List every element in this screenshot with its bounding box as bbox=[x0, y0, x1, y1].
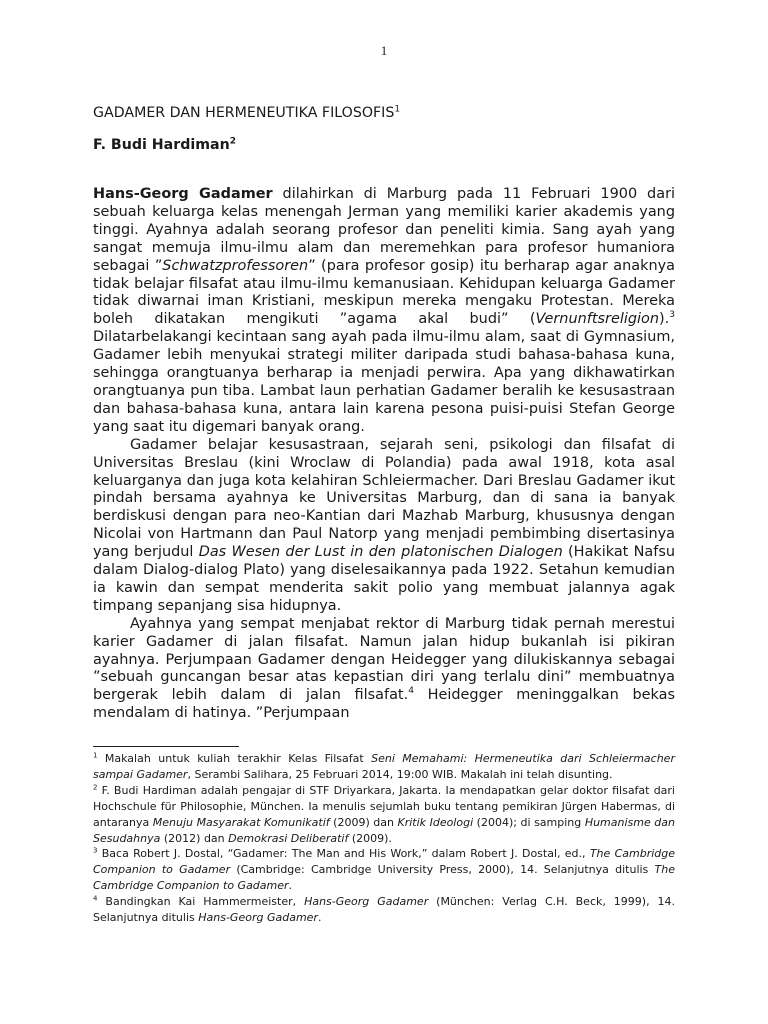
book-title: Hans-Georg Gadamer bbox=[304, 895, 429, 909]
body-text bbox=[93, 186, 675, 723]
text-run: Baca Robert J. Dostal, “Gadamer: The Man and His Work,” dalam Robert J. Dostal, ed., bbox=[97, 847, 590, 861]
text-run: (Hakikat Nafsu dalam Dialog-dialog Plato) yang diselesaikannya pada 1922. Setahun kemudian ia kawin dan sempat menderita sakit polio yang membuat jalannya agak timpang sepanjang sisa hidupnya. bbox=[93, 544, 676, 614]
text-run: (2012) dan bbox=[160, 831, 229, 845]
footnote-2 bbox=[93, 783, 675, 847]
page-number: 1 bbox=[380, 43, 388, 58]
text-run: Dilatarbelakangi kecintaan sang ayah pada ilmu-ilmu alam, saat di Gymnasium, Gadamer lebih menyukai strategi militer daripada studi bahasa-bahasa kuna, sehingga orangtuanya berharap ia menjadi perwira. Apa yang dikhawatirkan orangtuanya pun tiba. Lambat laun perhatian Gadamer beralih ke kesusastraan dan bahasa-bahasa kuna, antara lain karena pesona puisi-puisi Stefan George yang saat itu digemari banyak orang. bbox=[93, 329, 675, 435]
book-title: Humanisme dan Sesudahnya bbox=[93, 815, 675, 845]
footnote-ref-4: 4 bbox=[408, 686, 414, 697]
footnote-1 bbox=[93, 751, 675, 783]
footnote-ref-2: 2 bbox=[229, 136, 236, 147]
text-run: (München: Verlag C.H. Beck, 1999), 14. Selanjutnya ditulis bbox=[93, 895, 676, 925]
article-title bbox=[93, 105, 400, 121]
text-run: Makalah untuk kuliah terakhir Kelas Filsafat bbox=[97, 752, 372, 765]
italic-term: Seni Memahami: Hermeneutika dari Schleiermacher sampai Gadamer bbox=[93, 752, 675, 781]
footnote-3 bbox=[93, 846, 675, 894]
book-title: Demokrasi Deliberatif bbox=[228, 831, 349, 845]
text-run: , Serambi Salihara, 25 Februari 2014, 19:00 WIB. Makalah ini telah disunting. bbox=[187, 767, 613, 781]
text-run: (2004); di samping bbox=[473, 815, 585, 829]
book-title: Menuju Masyarakat Komunikatif bbox=[152, 815, 330, 829]
footnote-4 bbox=[93, 894, 675, 926]
footnote-marker: 1 bbox=[93, 751, 98, 760]
book-title: The Cambridge Companion to Gadamer bbox=[93, 847, 676, 877]
text-run: . bbox=[288, 879, 293, 893]
author-name bbox=[93, 137, 236, 153]
text-run: F. Budi Hardiman adalah pengajar di STF Driyarkara, Jakarta. Ia mendapatkan gelar doktor filsafat dari Hochschule für Philosophie, München. Ia menulis sejumlah buku tentang pemikiran Jürgen Habermas, di antaranya bbox=[93, 783, 675, 829]
text-run: Ayahnya yang sempat menjabat rektor di Marburg tidak pernah merestui karier Gadamer di jalan filsafat. Namun jalan hidup bukanlah isi pikiran ayahnya. Perjumpaan Gadamer dengan Heidegger yang dilukiskannya sebagai ”sebuah guncangan besar atas kepastian diri yang terlalu dini” membuatnya bergerak lebih dalam di jalan filsafat. bbox=[93, 615, 675, 704]
text-run: dilahirkan di Marburg pada 11 Februari 1900 dari sebuah keluarga kelas menengah Jerman yang memiliki karier akademis yang tinggi. Ayahnya adalah seorang profesor dan peneliti kimia. Sang ayah yang sangat memuja ilmu-ilmu alam dan meremehkan para profesor humaniora sebagai ” bbox=[93, 186, 676, 274]
footnote-ref-3: 3 bbox=[669, 310, 675, 321]
text-run: Heidegger meninggalkan bekas mendalam di hatinya. ”Perjumpaan bbox=[93, 687, 675, 722]
paragraph-1 bbox=[93, 186, 675, 437]
footnotes bbox=[93, 751, 675, 926]
footnote-marker: 2 bbox=[93, 783, 98, 792]
title-text: GADAMER DAN HERMENEUTIKA FILOSOFIS bbox=[93, 105, 395, 121]
italic-term: Vernunftsreligion bbox=[535, 311, 660, 328]
book-title: The Cambridge Companion to Gadamer bbox=[93, 863, 675, 893]
text-run: Gadamer belajar kesusastraan, sejarah seni, psikologi dan filsafat di Universitas Breslau (kini Wroclaw di Polandia) pada awal 1918, kota asal keluarganya dan juga kota kelahiran Schleiermacher. Dari Breslau Gadamer ikut pindah bersama ayahnya ke Universitas Marburg, dan di sana ia banyak berdiskusi dengan para neo-Kantian dari Mazhab Marburg, khususnya dengan Nicolai von Hartmann dan Paul Natorp yang menjadi pembimbing disertasinya yang berjudul bbox=[93, 436, 675, 561]
dissertation-title: Das Wesen der Lust in den platonischen Dialogen bbox=[198, 544, 563, 561]
footnote-marker: 4 bbox=[93, 894, 98, 903]
paragraph-2 bbox=[93, 437, 675, 616]
footnote-separator bbox=[93, 746, 239, 747]
footnote-ref-1: 1 bbox=[394, 104, 401, 115]
text-run: Bandingkan Kai Hammermeister, bbox=[97, 895, 305, 909]
text-run: ” (para profesor gosip) itu berharap agar anaknya tidak belajar filsafat atau ilmu-ilmu kemanusiaan. Kehidupan keluarga Gadamer tidak diwarnai iman Kristiani, meskipun mereka mengaku Protestan. Mereka boleh dikatakan mengikuti ”agama akal budi” ( bbox=[93, 257, 675, 328]
paragraph-3 bbox=[93, 616, 675, 723]
text-run: ). bbox=[659, 311, 670, 328]
text-run: (2009). bbox=[348, 831, 392, 845]
book-title: Kritik Ideologi bbox=[397, 815, 474, 829]
text-run: (2009) dan bbox=[329, 815, 398, 829]
author-text: F. Budi Hardiman bbox=[93, 137, 230, 153]
text-run: (Cambridge: Cambridge University Press, 2000), 14. Selanjutnya ditulis bbox=[230, 863, 655, 877]
book-title: Hans-Georg Gadamer bbox=[198, 911, 318, 925]
text-run: . bbox=[317, 911, 322, 925]
italic-term: Schwatzprofessoren bbox=[162, 257, 309, 274]
footnote-marker: 3 bbox=[93, 846, 98, 855]
subject-name: Hans-Georg Gadamer bbox=[93, 186, 273, 202]
